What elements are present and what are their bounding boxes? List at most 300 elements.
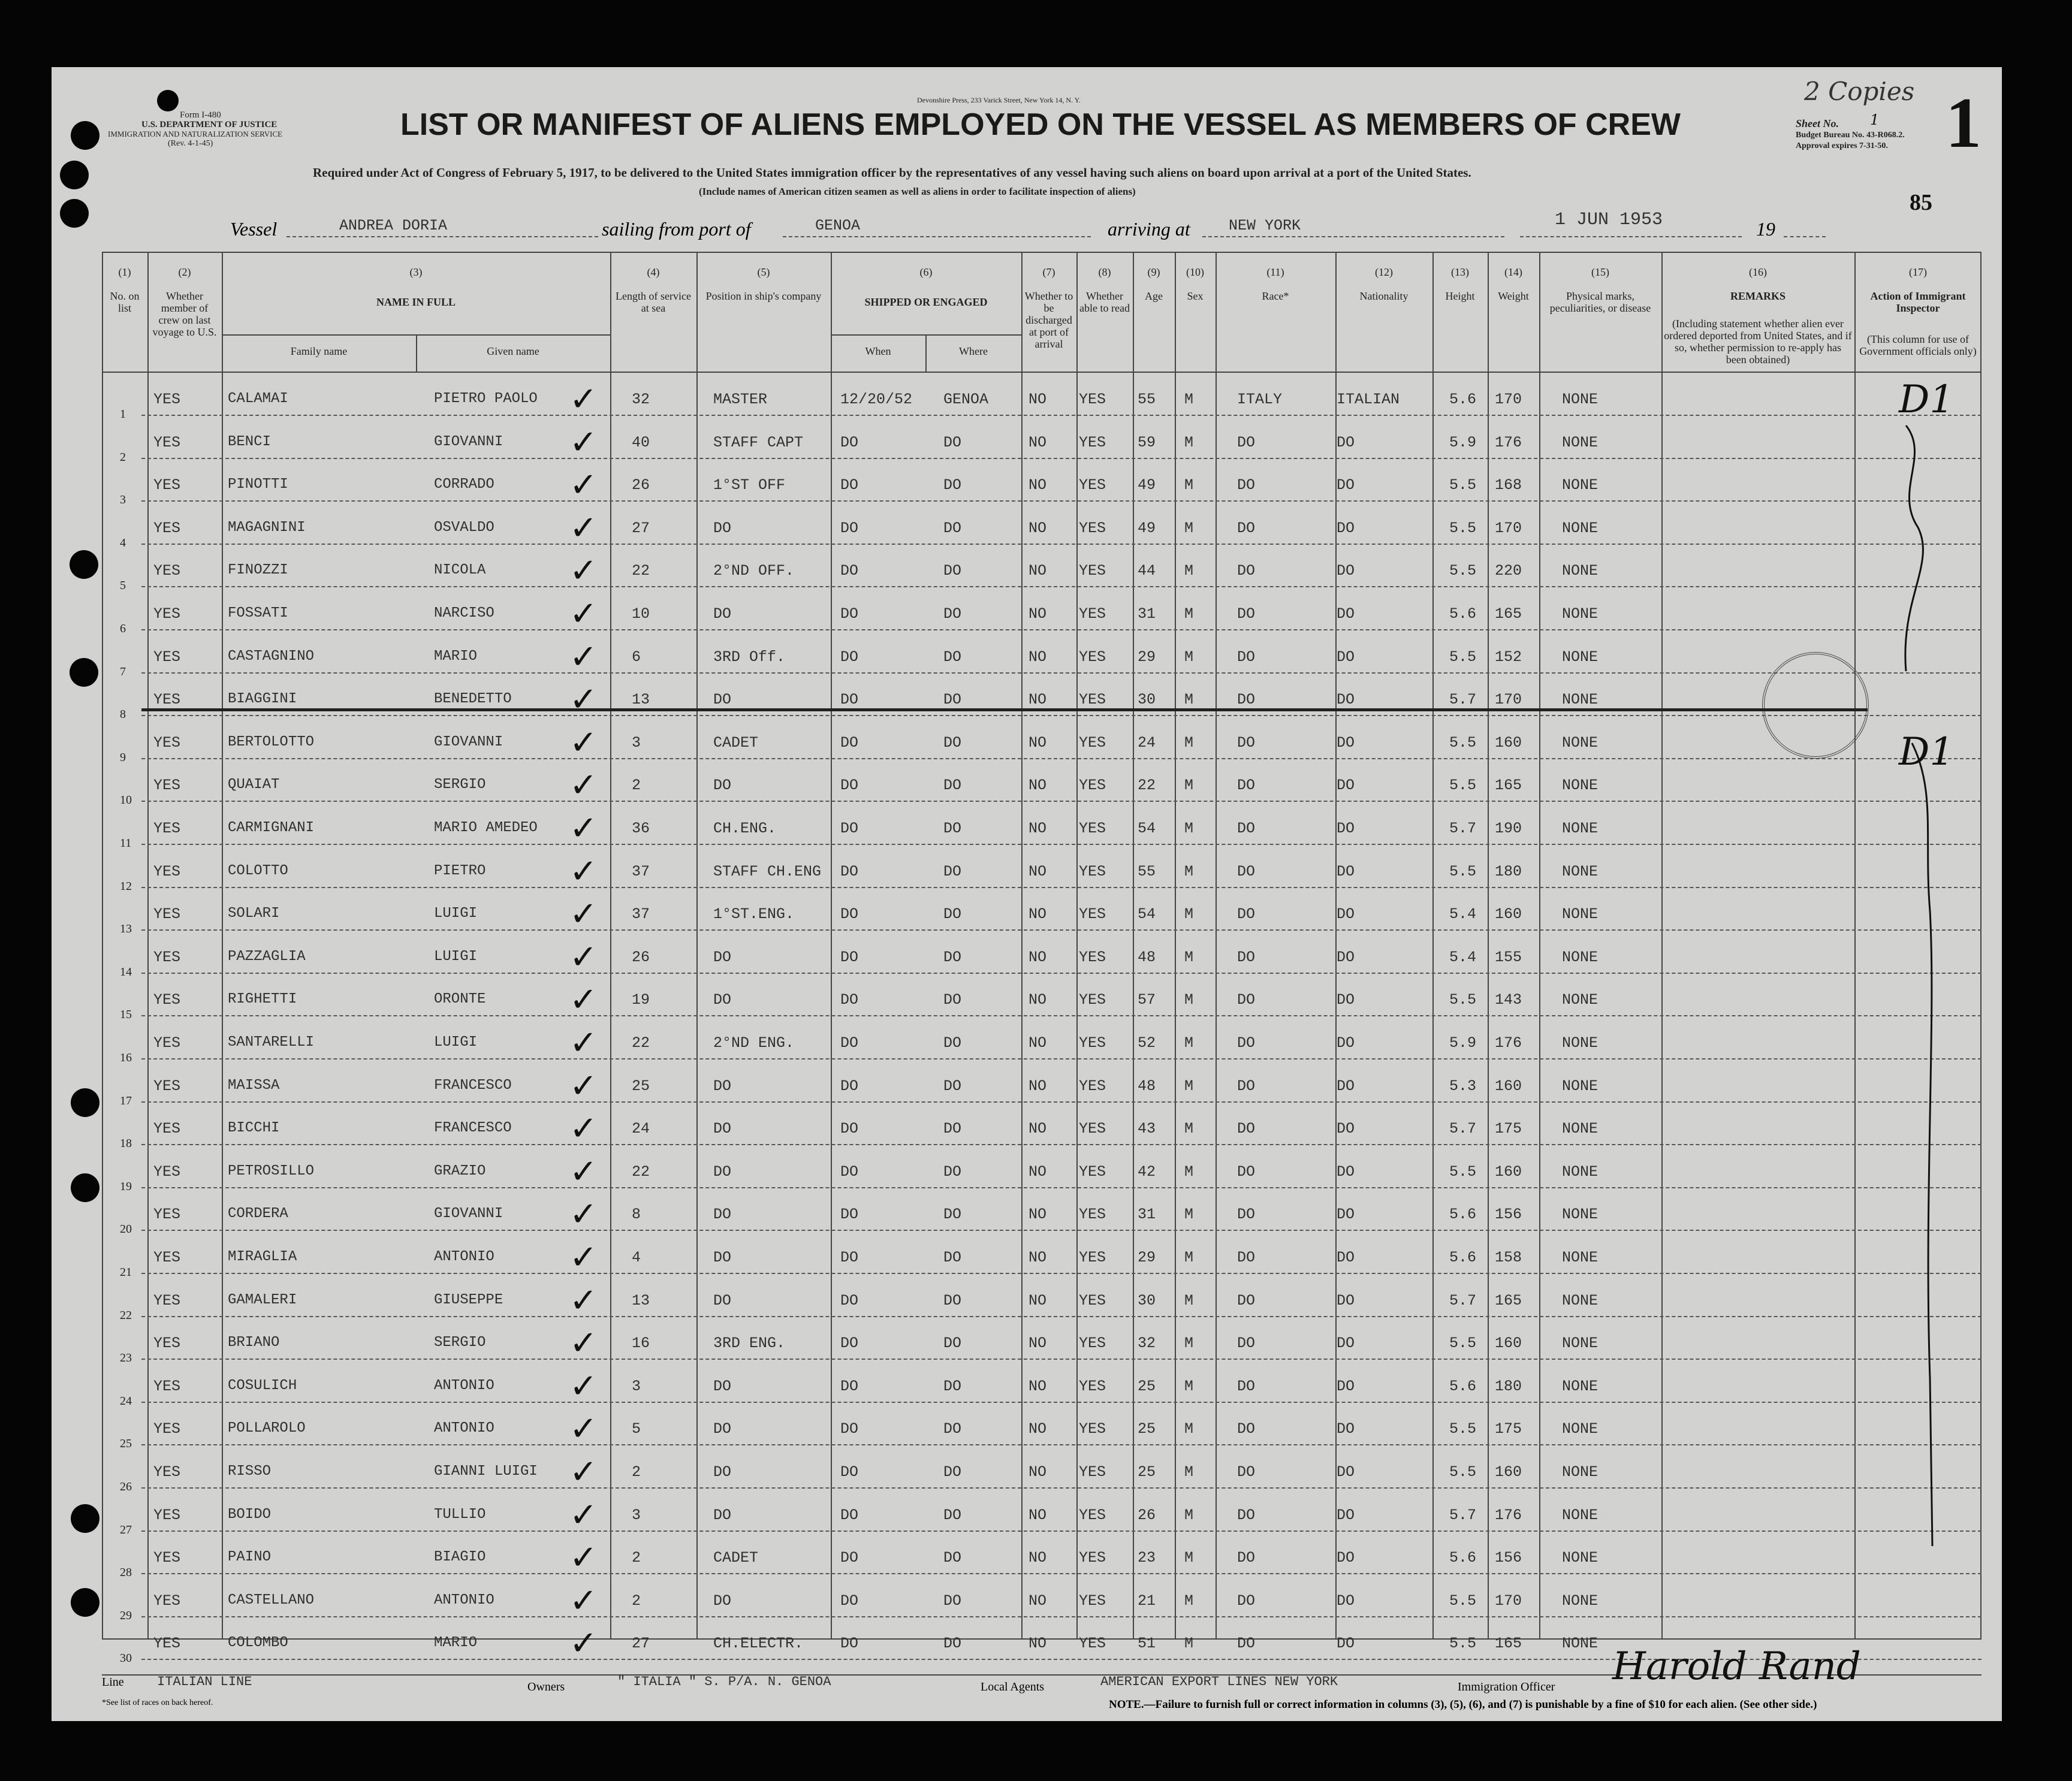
cell-where: DO bbox=[943, 1463, 962, 1481]
officer-label: Immigration Officer bbox=[1458, 1680, 1555, 1694]
cell-marks: NONE bbox=[1562, 1120, 1599, 1138]
check-mark-icon: ✓ bbox=[569, 1495, 598, 1535]
cell-marks: NONE bbox=[1562, 820, 1599, 837]
cell-prev: YES bbox=[153, 648, 181, 666]
cell-discharged: NO bbox=[1029, 991, 1047, 1009]
cell-when: DO bbox=[840, 1377, 859, 1395]
cell-sex: M bbox=[1184, 1549, 1194, 1567]
budget-bureau: Budget Bureau No. 43-R068.2. bbox=[1796, 131, 1905, 140]
cell-sex: M bbox=[1184, 1335, 1194, 1353]
cell-marks: NONE bbox=[1562, 1549, 1599, 1567]
cell-when: DO bbox=[840, 1120, 859, 1138]
cell-nationality: DO bbox=[1337, 1206, 1355, 1224]
row-rule bbox=[141, 1273, 1981, 1274]
cell-where: DO bbox=[943, 820, 962, 837]
cell-marks: NONE bbox=[1562, 391, 1599, 408]
cell-when: DO bbox=[840, 905, 859, 923]
cell-race: DO bbox=[1237, 1249, 1256, 1266]
cell-given: GRAZIO bbox=[434, 1163, 486, 1179]
cell-height: 5.5 bbox=[1449, 1592, 1477, 1610]
cell-prev: YES bbox=[153, 820, 181, 837]
cell-marks: NONE bbox=[1562, 905, 1599, 923]
cell-age: 52 bbox=[1138, 1034, 1156, 1052]
cell-race: DO bbox=[1237, 1463, 1256, 1481]
cell-age: 54 bbox=[1138, 905, 1156, 923]
check-mark-icon: ✓ bbox=[569, 852, 598, 891]
cell-sex: M bbox=[1184, 1163, 1194, 1181]
cell-family: QUAIAT bbox=[228, 777, 280, 793]
local-agents: AMERICAN EXPORT LINES NEW YORK bbox=[1100, 1674, 1338, 1689]
cell-family: CASTELLANO bbox=[228, 1592, 315, 1608]
row-number: 18 bbox=[120, 1137, 132, 1151]
column-label: Race* bbox=[1262, 290, 1289, 302]
cell-sex: M bbox=[1184, 433, 1194, 451]
column-number: (16) bbox=[1749, 266, 1767, 278]
cell-when: DO bbox=[840, 1506, 859, 1524]
column-label: REMARKS bbox=[1730, 290, 1786, 302]
row-number: 17 bbox=[120, 1094, 132, 1107]
cell-family: COLOTTO bbox=[228, 862, 288, 879]
cell-sex: M bbox=[1184, 777, 1194, 795]
cell-height: 5.6 bbox=[1449, 1377, 1477, 1395]
row-rule bbox=[141, 973, 1981, 974]
cell-weight: 160 bbox=[1495, 1163, 1522, 1181]
cell-family: SOLARI bbox=[228, 905, 280, 922]
cell-height: 5.4 bbox=[1449, 905, 1477, 923]
cell-marks: NONE bbox=[1562, 1420, 1599, 1438]
column-divider bbox=[696, 252, 698, 1640]
cell-family: MAGAGNINI bbox=[228, 519, 306, 536]
cell-discharged: NO bbox=[1029, 391, 1047, 408]
cell-read: YES bbox=[1079, 1034, 1106, 1052]
column-divider bbox=[1076, 252, 1078, 1640]
cell-given: SERGIO bbox=[434, 777, 486, 793]
cell-when: DO bbox=[840, 1420, 859, 1438]
check-mark-icon: ✓ bbox=[569, 680, 598, 720]
column-label: Physical marks, peculiarities, or disease bbox=[1549, 290, 1651, 314]
cell-discharged: NO bbox=[1029, 562, 1047, 580]
cell-age: 30 bbox=[1138, 691, 1156, 709]
cell-when: DO bbox=[840, 1077, 859, 1095]
owners: " ITALIA " S. P/A. N. GENOA bbox=[617, 1674, 831, 1689]
cell-where: DO bbox=[943, 1635, 962, 1653]
cell-when: DO bbox=[840, 1335, 859, 1353]
cell-read: YES bbox=[1079, 905, 1106, 923]
cell-family: CALAMAI bbox=[228, 391, 288, 407]
binder-hole bbox=[70, 658, 98, 687]
cell-where: DO bbox=[943, 476, 962, 494]
cell-marks: NONE bbox=[1562, 1592, 1599, 1610]
cell-marks: NONE bbox=[1562, 605, 1599, 623]
cell-age: 43 bbox=[1138, 1120, 1156, 1138]
cell-discharged: NO bbox=[1029, 476, 1047, 494]
cell-given: BIAGIO bbox=[434, 1549, 486, 1566]
cell-weight: 160 bbox=[1495, 1077, 1522, 1095]
cell-age: 55 bbox=[1138, 391, 1156, 408]
cell-prev: YES bbox=[153, 1377, 181, 1395]
column-number: (5) bbox=[757, 266, 770, 278]
check-mark-icon: ✓ bbox=[569, 809, 598, 848]
cell-prev: YES bbox=[153, 1592, 181, 1610]
cell-discharged: NO bbox=[1029, 1120, 1047, 1138]
sheet-label: Sheet No. bbox=[1796, 117, 1839, 129]
given-name-header: Given name bbox=[487, 345, 539, 357]
cell-marks: NONE bbox=[1562, 648, 1599, 666]
cell-family: GAMALERI bbox=[228, 1291, 297, 1308]
cell-discharged: NO bbox=[1029, 1291, 1047, 1309]
cell-position: CH.ENG. bbox=[713, 820, 777, 837]
cell-discharged: NO bbox=[1029, 948, 1047, 966]
cell-weight: 180 bbox=[1495, 862, 1522, 880]
cell-sex: M bbox=[1184, 476, 1194, 494]
cell-where: DO bbox=[943, 1077, 962, 1095]
cell-given: MARIO bbox=[434, 648, 478, 665]
cell-read: YES bbox=[1079, 948, 1106, 966]
row-number: 10 bbox=[120, 793, 132, 807]
cell-prev: YES bbox=[153, 1249, 181, 1266]
cell-marks: NONE bbox=[1562, 1077, 1599, 1095]
cell-age: 48 bbox=[1138, 1077, 1156, 1095]
cell-marks: NONE bbox=[1562, 733, 1599, 751]
cell-given: PIETRO bbox=[434, 862, 486, 879]
cell-position: DO bbox=[713, 691, 732, 709]
cell-service: 2 bbox=[632, 1549, 641, 1567]
column-label: No. on list bbox=[110, 290, 140, 314]
cell-marks: NONE bbox=[1562, 777, 1599, 795]
cell-when: DO bbox=[840, 1206, 859, 1224]
column-number: (1) bbox=[118, 266, 131, 278]
cell-when: DO bbox=[840, 862, 859, 880]
cell-age: 59 bbox=[1138, 433, 1156, 451]
cell-family: CARMIGNANI bbox=[228, 820, 315, 836]
cell-nationality: DO bbox=[1337, 562, 1355, 580]
cell-when: DO bbox=[840, 519, 859, 537]
cell-family: PINOTTI bbox=[228, 476, 288, 493]
cell-family: POLLAROLO bbox=[228, 1420, 306, 1437]
cell-where: DO bbox=[943, 777, 962, 795]
date-rule bbox=[1520, 236, 1742, 237]
column-number: (8) bbox=[1098, 266, 1111, 278]
cell-marks: NONE bbox=[1562, 1291, 1599, 1309]
cell-when: DO bbox=[840, 1463, 859, 1481]
cell-weight: 170 bbox=[1495, 391, 1522, 408]
cell-prev: YES bbox=[153, 1420, 181, 1438]
row-number: 16 bbox=[120, 1051, 132, 1064]
cell-height: 5.5 bbox=[1449, 1420, 1477, 1438]
cell-service: 36 bbox=[632, 820, 650, 837]
cell-where: DO bbox=[943, 1291, 962, 1309]
cell-read: YES bbox=[1079, 648, 1106, 666]
cell-position: DO bbox=[713, 605, 732, 623]
cell-where: DO bbox=[943, 1163, 962, 1181]
cell-read: YES bbox=[1079, 820, 1106, 837]
row-number: 26 bbox=[120, 1480, 132, 1493]
cell-race: DO bbox=[1237, 1034, 1256, 1052]
binder-hole bbox=[70, 550, 98, 579]
cell-family: PAINO bbox=[228, 1549, 272, 1566]
row-rule bbox=[141, 458, 1981, 459]
cell-nationality: DO bbox=[1337, 1335, 1355, 1353]
cell-weight: 168 bbox=[1495, 476, 1522, 494]
row-rule bbox=[141, 1531, 1981, 1532]
cell-service: 8 bbox=[632, 1206, 641, 1224]
column-label: Action of Immigrant Inspector bbox=[1870, 290, 1966, 314]
cell-prev: YES bbox=[153, 691, 181, 709]
cell-sex: M bbox=[1184, 691, 1194, 709]
cell-service: 32 bbox=[632, 391, 650, 408]
cell-nationality: DO bbox=[1337, 1463, 1355, 1481]
check-mark-icon: ✓ bbox=[569, 723, 598, 762]
cell-position: 3RD ENG. bbox=[713, 1335, 786, 1353]
header-divider bbox=[102, 372, 1981, 373]
arrival-port: NEW YORK bbox=[1229, 217, 1301, 234]
cell-prev: YES bbox=[153, 1291, 181, 1309]
check-mark-icon: ✓ bbox=[569, 980, 598, 1020]
cell-age: 29 bbox=[1138, 1249, 1156, 1266]
cell-service: 22 bbox=[632, 1163, 650, 1181]
cell-age: 22 bbox=[1138, 777, 1156, 795]
cell-weight: 170 bbox=[1495, 519, 1522, 537]
cell-height: 5.7 bbox=[1449, 1120, 1477, 1138]
cell-marks: NONE bbox=[1562, 948, 1599, 966]
row-rule bbox=[141, 1015, 1981, 1016]
cell-family: BENCI bbox=[228, 433, 272, 450]
cell-when: DO bbox=[840, 1592, 859, 1610]
cell-position: DO bbox=[713, 1206, 732, 1224]
cell-race: DO bbox=[1237, 1291, 1256, 1309]
form-number: Form I-480 bbox=[180, 110, 221, 120]
cell-discharged: NO bbox=[1029, 519, 1047, 537]
binder-hole bbox=[71, 121, 99, 150]
cell-race: DO bbox=[1237, 1549, 1256, 1567]
cell-read: YES bbox=[1079, 433, 1106, 451]
cell-weight: 190 bbox=[1495, 820, 1522, 837]
cell-nationality: DO bbox=[1337, 1163, 1355, 1181]
row-rule bbox=[141, 1616, 1981, 1617]
column-divider bbox=[1133, 252, 1134, 1640]
cell-marks: NONE bbox=[1562, 1635, 1599, 1653]
cell-where: DO bbox=[943, 1549, 962, 1567]
when-header: When bbox=[865, 345, 891, 357]
cell-family: PAZZAGLIA bbox=[228, 948, 306, 965]
column-number: (13) bbox=[1451, 266, 1469, 278]
cell-where: DO bbox=[943, 433, 962, 451]
row-rule bbox=[141, 1187, 1981, 1188]
cell-marks: NONE bbox=[1562, 433, 1599, 451]
cell-race: DO bbox=[1237, 1592, 1256, 1610]
cell-nationality: DO bbox=[1337, 1420, 1355, 1438]
cell-when: DO bbox=[840, 562, 859, 580]
column-number: (14) bbox=[1504, 266, 1522, 278]
cell-age: 31 bbox=[1138, 1206, 1156, 1224]
cell-marks: NONE bbox=[1562, 862, 1599, 880]
owners-label: Owners bbox=[527, 1680, 565, 1694]
cell-weight: 175 bbox=[1495, 1420, 1522, 1438]
column-label: Weight bbox=[1498, 290, 1529, 302]
column-number: (3) bbox=[409, 266, 423, 278]
cell-sex: M bbox=[1184, 905, 1194, 923]
cell-service: 27 bbox=[632, 519, 650, 537]
cell-marks: NONE bbox=[1562, 1163, 1599, 1181]
cell-nationality: DO bbox=[1337, 862, 1355, 880]
cell-race: DO bbox=[1237, 691, 1256, 709]
cell-where: DO bbox=[943, 519, 962, 537]
cell-read: YES bbox=[1079, 777, 1106, 795]
cell-race: DO bbox=[1237, 777, 1256, 795]
arrival-rule bbox=[1202, 236, 1504, 237]
cell-nationality: DO bbox=[1337, 1377, 1355, 1395]
cell-read: YES bbox=[1079, 991, 1106, 1009]
cell-nationality: DO bbox=[1337, 1592, 1355, 1610]
row-strikethrough bbox=[141, 708, 1868, 711]
cell-given: NARCISO bbox=[434, 605, 494, 621]
cell-discharged: NO bbox=[1029, 1034, 1047, 1052]
cell-position: DO bbox=[713, 1377, 732, 1395]
check-mark-icon: ✓ bbox=[569, 637, 598, 677]
check-mark-icon: ✓ bbox=[569, 937, 598, 977]
cell-when: DO bbox=[840, 691, 859, 709]
column-divider bbox=[1432, 252, 1434, 1640]
cell-read: YES bbox=[1079, 391, 1106, 408]
cell-nationality: DO bbox=[1337, 1635, 1355, 1653]
cell-marks: NONE bbox=[1562, 519, 1599, 537]
form-subtitle: Required under Act of Congress of February 5, 1917, to be delivered to the United States immigration officer by the representatives of any vessel having such aliens on board upon arrival at a port of the United States. bbox=[313, 165, 1471, 180]
cell-family: FOSSATI bbox=[228, 605, 288, 621]
row-number: 4 bbox=[120, 536, 126, 550]
row-rule bbox=[141, 929, 1981, 931]
cell-age: 25 bbox=[1138, 1377, 1156, 1395]
column-divider bbox=[1021, 252, 1023, 1640]
vessel-label: Vessel bbox=[230, 218, 278, 240]
cell-when: DO bbox=[840, 1635, 859, 1653]
cell-nationality: DO bbox=[1337, 820, 1355, 837]
cell-prev: YES bbox=[153, 1163, 181, 1181]
department: U.S. DEPARTMENT OF JUSTICE bbox=[141, 120, 278, 129]
cell-nationality: DO bbox=[1337, 733, 1355, 751]
cell-discharged: NO bbox=[1029, 1249, 1047, 1266]
cell-age: 49 bbox=[1138, 476, 1156, 494]
row-rule bbox=[141, 1144, 1981, 1145]
binder-hole bbox=[71, 1088, 99, 1117]
column-number: (15) bbox=[1591, 266, 1609, 278]
cell-race: DO bbox=[1237, 905, 1256, 923]
cell-prev: YES bbox=[153, 1120, 181, 1138]
cell-position: DO bbox=[713, 1592, 732, 1610]
cell-read: YES bbox=[1079, 1120, 1106, 1138]
cell-when: DO bbox=[840, 733, 859, 751]
cell-height: 5.4 bbox=[1449, 948, 1477, 966]
column-number: (12) bbox=[1375, 266, 1393, 278]
cell-sex: M bbox=[1184, 1635, 1194, 1653]
sheet-number: 1 bbox=[1870, 111, 1880, 128]
cell-nationality: DO bbox=[1337, 948, 1355, 966]
cell-prev: YES bbox=[153, 605, 181, 623]
row-number: 11 bbox=[120, 837, 132, 850]
row-number: 7 bbox=[120, 665, 126, 678]
cell-sex: M bbox=[1184, 1420, 1194, 1438]
cell-given: MARIO AMEDEO bbox=[434, 820, 538, 836]
cell-read: YES bbox=[1079, 1549, 1106, 1567]
row-rule bbox=[141, 1359, 1981, 1360]
cell-service: 13 bbox=[632, 1291, 650, 1309]
cell-prev: YES bbox=[153, 1335, 181, 1353]
cell-height: 5.6 bbox=[1449, 1549, 1477, 1567]
cell-marks: NONE bbox=[1562, 1377, 1599, 1395]
cell-where: DO bbox=[943, 991, 962, 1009]
cell-position: 2°ND ENG. bbox=[713, 1034, 795, 1052]
cell-position: DO bbox=[713, 1249, 732, 1266]
agents-label: Local Agents bbox=[981, 1680, 1045, 1694]
cell-weight: 170 bbox=[1495, 1592, 1522, 1610]
sailing-label: sailing from port of bbox=[602, 218, 751, 240]
cell-prev: YES bbox=[153, 476, 181, 494]
cell-height: 5.5 bbox=[1449, 733, 1477, 751]
row-number: 15 bbox=[120, 1008, 132, 1022]
column-divider bbox=[1175, 252, 1176, 1640]
cell-sex: M bbox=[1184, 1291, 1194, 1309]
cell-prev: YES bbox=[153, 1463, 181, 1481]
check-mark-icon: ✓ bbox=[569, 1152, 598, 1191]
cell-height: 5.7 bbox=[1449, 820, 1477, 837]
check-mark-icon: ✓ bbox=[569, 1066, 598, 1106]
cell-discharged: NO bbox=[1029, 1420, 1047, 1438]
approval-expires: Approval expires 7-31-50. bbox=[1796, 141, 1888, 150]
check-mark-icon: ✓ bbox=[569, 1581, 598, 1620]
cell-given: GIOVANNI bbox=[434, 433, 503, 450]
cell-service: 40 bbox=[632, 433, 650, 451]
cell-family: RIGHETTI bbox=[228, 991, 297, 1008]
cell-read: YES bbox=[1079, 519, 1106, 537]
row-number: 3 bbox=[120, 493, 126, 507]
cell-weight: 176 bbox=[1495, 433, 1522, 451]
cell-height: 5.6 bbox=[1449, 605, 1477, 623]
vessel-rule bbox=[286, 236, 598, 237]
cell-family: RISSO bbox=[228, 1463, 272, 1480]
cell-height: 5.9 bbox=[1449, 433, 1477, 451]
row-number: 30 bbox=[120, 1652, 132, 1665]
immigration-seal-stamp bbox=[1762, 652, 1869, 759]
cell-age: 23 bbox=[1138, 1549, 1156, 1567]
cell-height: 5.6 bbox=[1449, 1249, 1477, 1266]
row-rule bbox=[141, 1230, 1981, 1231]
check-mark-icon: ✓ bbox=[569, 422, 598, 462]
cell-weight: 176 bbox=[1495, 1506, 1522, 1524]
arriving-label: arriving at bbox=[1108, 218, 1190, 240]
cell-height: 5.5 bbox=[1449, 1163, 1477, 1181]
column-divider bbox=[1854, 252, 1856, 1640]
cell-where: DO bbox=[943, 1377, 962, 1395]
cell-age: 25 bbox=[1138, 1463, 1156, 1481]
officer-signature: Harold Rand bbox=[1612, 1644, 1861, 1689]
column-label: Whether member of crew on last voyage to U.S. bbox=[152, 290, 217, 338]
cell-service: 22 bbox=[632, 1034, 650, 1052]
cell-race: DO bbox=[1237, 820, 1256, 837]
cell-weight: 165 bbox=[1495, 777, 1522, 795]
cell-service: 37 bbox=[632, 905, 650, 923]
cell-weight: 158 bbox=[1495, 1249, 1522, 1266]
races-note: *See list of races on back hereof. bbox=[102, 1698, 213, 1707]
cell-race: DO bbox=[1237, 733, 1256, 751]
cell-service: 25 bbox=[632, 1077, 650, 1095]
cell-service: 16 bbox=[632, 1335, 650, 1353]
row-number: 28 bbox=[120, 1566, 132, 1580]
cell-position: DO bbox=[713, 1420, 732, 1438]
cell-age: 30 bbox=[1138, 1291, 1156, 1309]
row-number: 19 bbox=[120, 1179, 132, 1193]
column-divider bbox=[1661, 252, 1663, 1640]
cell-prev: YES bbox=[153, 777, 181, 795]
cell-weight: 220 bbox=[1495, 562, 1522, 580]
